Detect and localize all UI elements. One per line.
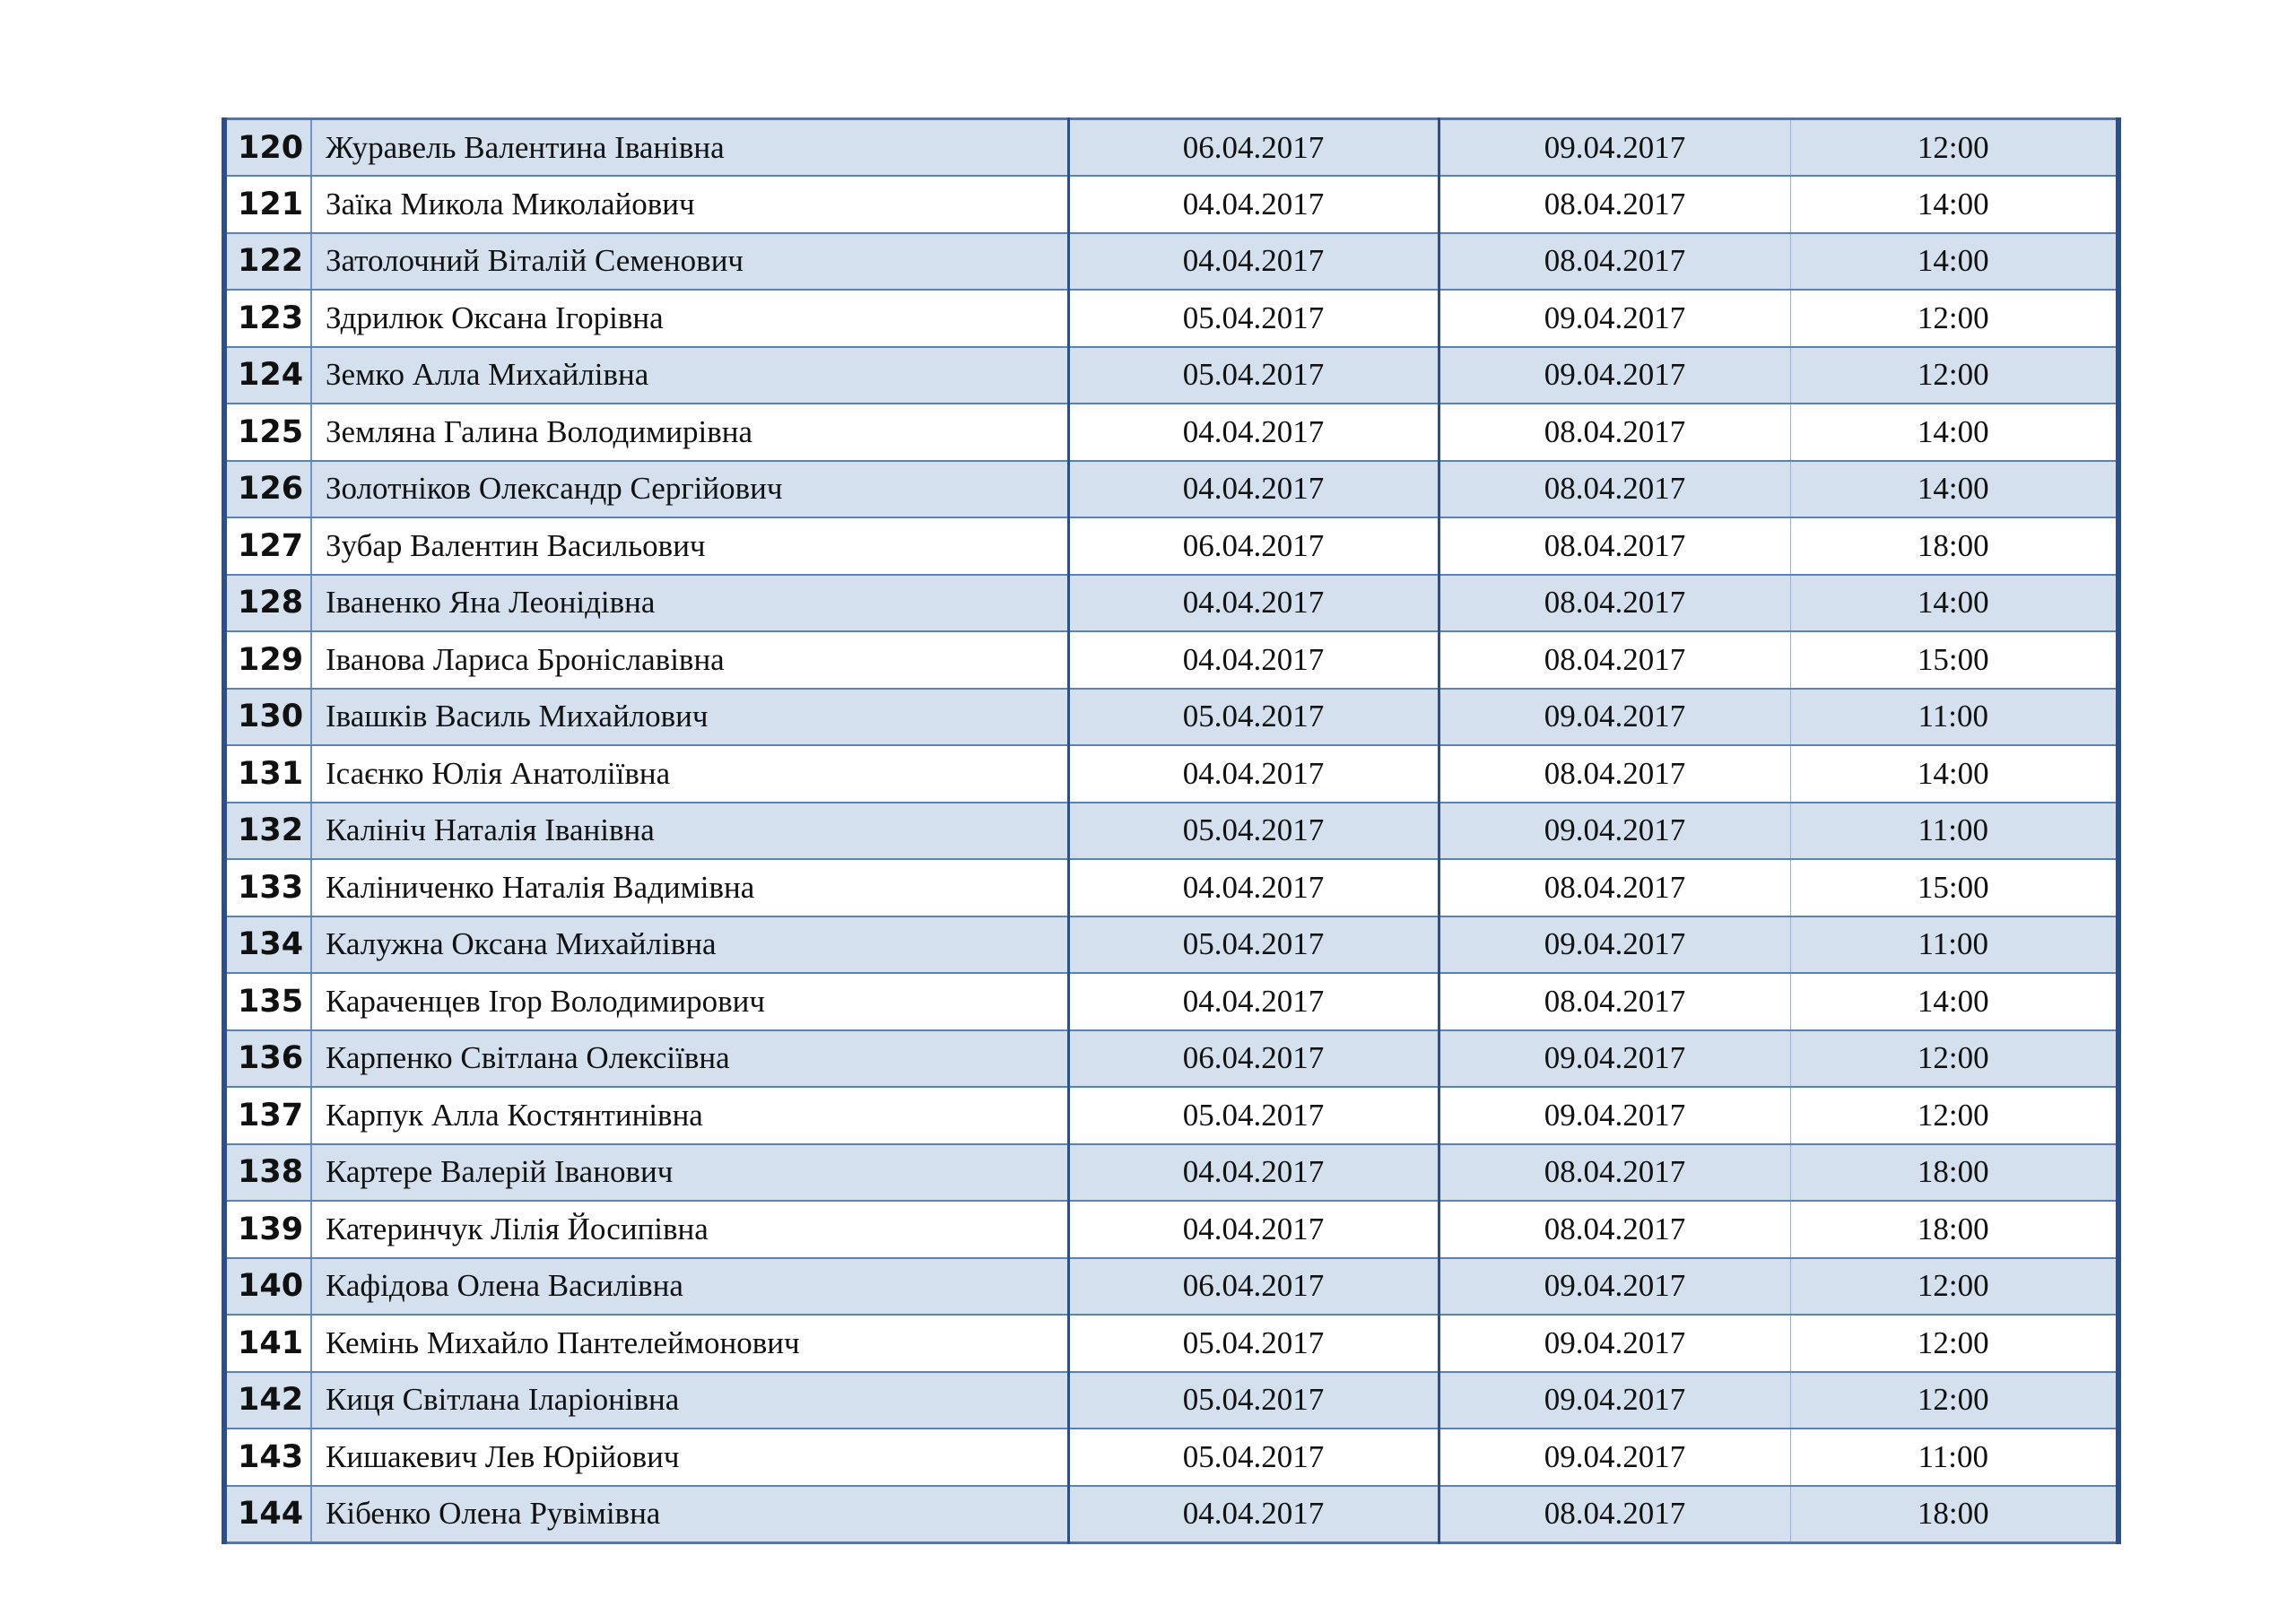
time-cell: 12:00	[1790, 347, 2118, 404]
person-name-cell: Каліниченко Наталія Вадимівна	[311, 859, 1068, 916]
start-date-cell: 04.04.2017	[1068, 461, 1439, 518]
end-date-cell: 08.04.2017	[1439, 1144, 1790, 1202]
start-date-cell: 04.04.2017	[1068, 745, 1439, 803]
start-date-cell: 04.04.2017	[1068, 176, 1439, 233]
row-number-cell: 142	[224, 1372, 311, 1429]
time-cell: 12:00	[1790, 290, 2118, 347]
start-date-cell: 05.04.2017	[1068, 347, 1439, 404]
table-row	[224, 1372, 2118, 1429]
person-name-cell: Катеринчук Лілія Йосипівна	[311, 1201, 1068, 1258]
person-name-cell: Івашків Василь Михайлович	[311, 689, 1068, 746]
person-name-cell: Карпук Алла Костянтинівна	[311, 1087, 1068, 1144]
person-name-cell: Кафідова Олена Василівна	[311, 1258, 1068, 1316]
row-number-cell: 143	[224, 1429, 311, 1486]
person-name-cell: Караченцев Ігор Володимирович	[311, 973, 1068, 1030]
time-cell: 14:00	[1790, 575, 2118, 632]
person-name-cell: Киця Світлана Іларіонівна	[311, 1372, 1068, 1429]
time-cell: 11:00	[1790, 916, 2118, 974]
start-date-cell: 04.04.2017	[1068, 1486, 1439, 1543]
time-cell: 18:00	[1790, 517, 2118, 575]
table-row	[224, 517, 2118, 575]
start-date-cell: 06.04.2017	[1068, 119, 1439, 177]
person-name-cell: Кібенко Олена Рувімівна	[311, 1486, 1068, 1543]
row-number-cell: 120	[224, 119, 311, 177]
time-cell: 14:00	[1790, 461, 2118, 518]
row-number-cell: 126	[224, 461, 311, 518]
table-row	[224, 973, 2118, 1030]
person-name-cell: Золотніков Олександр Сергійович	[311, 461, 1068, 518]
start-date-cell: 04.04.2017	[1068, 404, 1439, 461]
person-name-cell: Заїка Микола Миколайович	[311, 176, 1068, 233]
table-row	[224, 1030, 2118, 1088]
table-row	[224, 1201, 2118, 1258]
end-date-cell: 09.04.2017	[1439, 1258, 1790, 1316]
end-date-cell: 09.04.2017	[1439, 1030, 1790, 1088]
row-number-cell: 136	[224, 1030, 311, 1088]
end-date-cell: 08.04.2017	[1439, 575, 1790, 632]
table-row	[224, 1315, 2118, 1372]
person-name-cell: Іваненко Яна Леонідівна	[311, 575, 1068, 632]
time-cell: 12:00	[1790, 1030, 2118, 1088]
start-date-cell: 05.04.2017	[1068, 689, 1439, 746]
time-cell: 11:00	[1790, 689, 2118, 746]
time-cell: 11:00	[1790, 803, 2118, 860]
row-number-cell: 128	[224, 575, 311, 632]
end-date-cell: 08.04.2017	[1439, 973, 1790, 1030]
time-cell: 12:00	[1790, 1372, 2118, 1429]
person-name-cell: Карпенко Світлана Олексіївна	[311, 1030, 1068, 1088]
row-number-cell: 140	[224, 1258, 311, 1316]
table-row	[224, 1087, 2118, 1144]
person-name-cell: Кемінь Михайло Пантелеймонович	[311, 1315, 1068, 1372]
time-cell: 15:00	[1790, 859, 2118, 916]
end-date-cell: 09.04.2017	[1439, 916, 1790, 974]
start-date-cell: 05.04.2017	[1068, 1087, 1439, 1144]
table-row	[224, 1429, 2118, 1486]
row-number-cell: 133	[224, 859, 311, 916]
time-cell: 18:00	[1790, 1486, 2118, 1543]
table-row	[224, 290, 2118, 347]
time-cell: 14:00	[1790, 404, 2118, 461]
start-date-cell: 05.04.2017	[1068, 916, 1439, 974]
start-date-cell: 04.04.2017	[1068, 973, 1439, 1030]
person-name-cell: Ісаєнко Юлія Анатоліївна	[311, 745, 1068, 803]
end-date-cell: 08.04.2017	[1439, 1486, 1790, 1543]
person-name-cell: Журавель Валентина Іванівна	[311, 119, 1068, 177]
table-row	[224, 461, 2118, 518]
person-name-cell: Кишакевич Лев Юрійович	[311, 1429, 1068, 1486]
end-date-cell: 08.04.2017	[1439, 631, 1790, 689]
time-cell: 14:00	[1790, 176, 2118, 233]
start-date-cell: 05.04.2017	[1068, 290, 1439, 347]
start-date-cell: 05.04.2017	[1068, 1315, 1439, 1372]
start-date-cell: 04.04.2017	[1068, 1144, 1439, 1202]
time-cell: 15:00	[1790, 631, 2118, 689]
end-date-cell: 08.04.2017	[1439, 461, 1790, 518]
row-number-cell: 127	[224, 517, 311, 575]
time-cell: 12:00	[1790, 1087, 2118, 1144]
table-row	[224, 1258, 2118, 1316]
table-row	[224, 803, 2118, 860]
schedule-table	[222, 117, 2121, 1544]
time-cell: 14:00	[1790, 745, 2118, 803]
end-date-cell: 08.04.2017	[1439, 176, 1790, 233]
start-date-cell: 04.04.2017	[1068, 575, 1439, 632]
table-row	[224, 1144, 2118, 1202]
end-date-cell: 08.04.2017	[1439, 745, 1790, 803]
start-date-cell: 04.04.2017	[1068, 859, 1439, 916]
table-row	[224, 575, 2118, 632]
person-name-cell: Зубар Валентин Васильович	[311, 517, 1068, 575]
row-number-cell: 130	[224, 689, 311, 746]
time-cell: 14:00	[1790, 973, 2118, 1030]
row-number-cell: 122	[224, 233, 311, 291]
end-date-cell: 08.04.2017	[1439, 517, 1790, 575]
table-row	[224, 404, 2118, 461]
end-date-cell: 09.04.2017	[1439, 1372, 1790, 1429]
end-date-cell: 09.04.2017	[1439, 1429, 1790, 1486]
table-row	[224, 916, 2118, 974]
person-name-cell: Затолочний Віталій Семенович	[311, 233, 1068, 291]
start-date-cell: 05.04.2017	[1068, 1372, 1439, 1429]
start-date-cell: 06.04.2017	[1068, 1258, 1439, 1316]
end-date-cell: 08.04.2017	[1439, 859, 1790, 916]
time-cell: 18:00	[1790, 1201, 2118, 1258]
end-date-cell: 08.04.2017	[1439, 1201, 1790, 1258]
row-number-cell: 139	[224, 1201, 311, 1258]
table-row	[224, 233, 2118, 291]
end-date-cell: 08.04.2017	[1439, 233, 1790, 291]
start-date-cell: 04.04.2017	[1068, 631, 1439, 689]
row-number-cell: 132	[224, 803, 311, 860]
row-number-cell: 123	[224, 290, 311, 347]
row-number-cell: 141	[224, 1315, 311, 1372]
start-date-cell: 05.04.2017	[1068, 1429, 1439, 1486]
start-date-cell: 06.04.2017	[1068, 1030, 1439, 1088]
row-number-cell: 131	[224, 745, 311, 803]
end-date-cell: 09.04.2017	[1439, 347, 1790, 404]
start-date-cell: 05.04.2017	[1068, 803, 1439, 860]
row-number-cell: 124	[224, 347, 311, 404]
table-row	[224, 119, 2118, 177]
end-date-cell: 09.04.2017	[1439, 1087, 1790, 1144]
time-cell: 11:00	[1790, 1429, 2118, 1486]
person-name-cell: Земляна Галина Володимирівна	[311, 404, 1068, 461]
table-row	[224, 347, 2118, 404]
table-row	[224, 689, 2118, 746]
person-name-cell: Картере Валерій Іванович	[311, 1144, 1068, 1202]
schedule-table-body	[224, 119, 2118, 1543]
row-number-cell: 144	[224, 1486, 311, 1543]
start-date-cell: 04.04.2017	[1068, 1201, 1439, 1258]
table-row	[224, 1486, 2118, 1543]
time-cell: 12:00	[1790, 119, 2118, 177]
table-row	[224, 176, 2118, 233]
end-date-cell: 09.04.2017	[1439, 1315, 1790, 1372]
time-cell: 12:00	[1790, 1258, 2118, 1316]
end-date-cell: 09.04.2017	[1439, 689, 1790, 746]
person-name-cell: Калініч Наталія Іванівна	[311, 803, 1068, 860]
end-date-cell: 09.04.2017	[1439, 290, 1790, 347]
row-number-cell: 135	[224, 973, 311, 1030]
person-name-cell: Земко Алла Михайлівна	[311, 347, 1068, 404]
end-date-cell: 09.04.2017	[1439, 803, 1790, 860]
end-date-cell: 08.04.2017	[1439, 404, 1790, 461]
row-number-cell: 134	[224, 916, 311, 974]
start-date-cell: 06.04.2017	[1068, 517, 1439, 575]
end-date-cell: 09.04.2017	[1439, 119, 1790, 177]
row-number-cell: 121	[224, 176, 311, 233]
table-row	[224, 745, 2118, 803]
time-cell: 12:00	[1790, 1315, 2118, 1372]
row-number-cell: 137	[224, 1087, 311, 1144]
row-number-cell: 125	[224, 404, 311, 461]
row-number-cell: 138	[224, 1144, 311, 1202]
person-name-cell: Іванова Лариса Броніславівна	[311, 631, 1068, 689]
table-row	[224, 859, 2118, 916]
person-name-cell: Здрилюк Оксана Ігорівна	[311, 290, 1068, 347]
person-name-cell: Калужна Оксана Михайлівна	[311, 916, 1068, 974]
table-row	[224, 631, 2118, 689]
time-cell: 18:00	[1790, 1144, 2118, 1202]
time-cell: 14:00	[1790, 233, 2118, 291]
start-date-cell: 04.04.2017	[1068, 233, 1439, 291]
row-number-cell: 129	[224, 631, 311, 689]
